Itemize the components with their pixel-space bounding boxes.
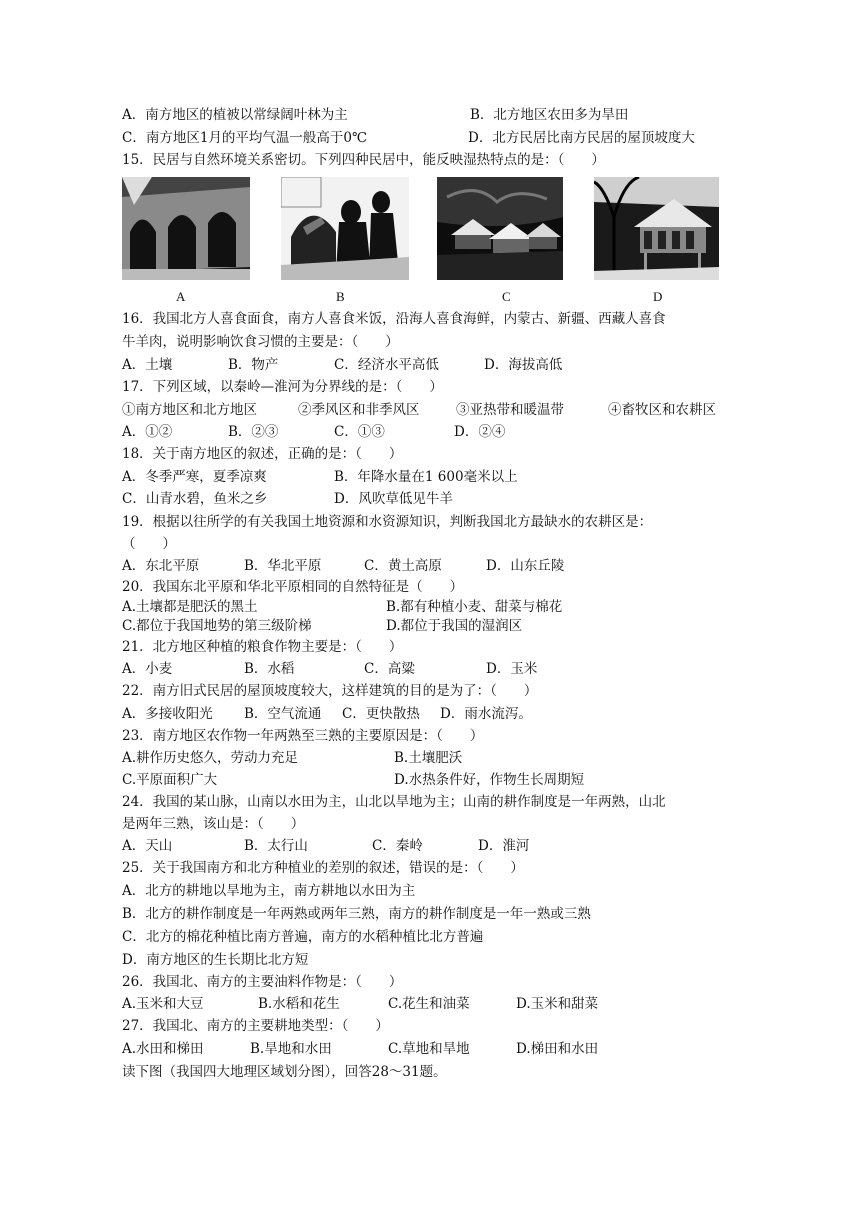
q27-option-c: C.草地和旱地 — [388, 1041, 470, 1057]
q19-option-c: C．黄土高原 — [364, 558, 442, 574]
q19-option-a: A．东北平原 — [122, 558, 200, 574]
q18-option-b: B．年降水量在1 600毫米以上 — [334, 469, 518, 485]
q25-option-b: B．北方的耕作制度是一年两熟或两年三熟，南方的耕作制度是一年一熟或三熟 — [122, 906, 591, 922]
q25-option-d: D．南方地区的生长期比北方短 — [122, 952, 309, 968]
q16-option-b: B．物产 — [228, 357, 279, 373]
q17-item-3: ③亚热带和暖温带 — [456, 402, 564, 418]
q20-option-b: B.都有种植小麦、甜菜与棉花 — [386, 599, 563, 615]
q17-item-4: ④畜牧区和农耕区 — [608, 402, 716, 418]
q20-option-c: C.都位于我国地势的第三级阶梯 — [122, 618, 312, 634]
q20-option-d: D.都位于我国的湿润区 — [386, 618, 523, 634]
q21-option-c: C．高粱 — [364, 661, 415, 677]
q17-item-1: ①南方地区和北方地区 — [122, 402, 257, 418]
q16-stem-line-1: 16．我国北方人喜食面食，南方人喜食米饭，沿海人喜食海鲜，内蒙古、新疆、西藏人喜食 — [122, 311, 666, 327]
q27-option-a: A.水田和梯田 — [122, 1041, 204, 1057]
q24-option-c: C．秦岭 — [372, 838, 423, 854]
photo-caption-a: A — [176, 289, 186, 304]
q17-option-b: B．②③ — [228, 424, 279, 440]
q22-option-c: C．更快散热 — [342, 706, 420, 722]
q23-option-b: B.土壤肥沃 — [394, 750, 463, 766]
q23-option-a: A.耕作历史悠久，劳动力充足 — [122, 750, 299, 766]
q22-option-a: A．多接收阳光 — [122, 706, 213, 722]
q26-option-b: B.水稻和花生 — [258, 996, 340, 1012]
q27-option-d: D.梯田和水田 — [516, 1041, 599, 1057]
q16-option-a: A．土壤 — [122, 357, 173, 373]
q24-option-a: A．天山 — [122, 838, 173, 854]
q27-option-b: B.旱地和水田 — [250, 1041, 332, 1057]
q23-stem: 23．南方地区农作物一年两熟至三熟的主要原因是：（ ） — [122, 728, 484, 744]
q26-option-a: A.玉米和大豆 — [122, 996, 204, 1012]
q19-option-b: B．华北平原 — [244, 558, 322, 574]
q24-option-d: D．淮河 — [478, 838, 530, 854]
q23-option-c: C.平原面积广大 — [122, 772, 218, 788]
q26-stem: 26．我国北、南方的主要油料作物是：（ ） — [122, 974, 403, 990]
q15-stem: 15．民居与自然环境关系密切。下列四种民居中，能反映湿热特点的是：（ ） — [122, 152, 605, 168]
q21-option-b: B．水稻 — [244, 661, 295, 677]
q17-option-a: A．①② — [122, 424, 173, 440]
q16-option-c: C．经济水平高低 — [334, 357, 439, 373]
q14-option-a: A．南方地区的植被以常绿阔叶林为主 — [122, 107, 348, 123]
photo-a-arched-house — [122, 177, 250, 280]
q17-option-d: D．②④ — [454, 424, 506, 440]
q27-stem: 27．我国北、南方的主要耕地类型：（ ） — [122, 1018, 389, 1034]
q25-option-a: A．北方的耕地以旱地为主，南方耕地以水田为主 — [122, 883, 416, 899]
q14-option-d: D．北方民居比南方民居的屋顶坡度大 — [468, 130, 695, 146]
q21-option-d: D．玉米 — [486, 661, 538, 677]
q18-option-a: A．冬季严寒，夏季凉爽 — [122, 469, 267, 485]
q26-option-d: D.玉米和甜菜 — [516, 996, 599, 1012]
q14-option-b: B．北方地区农田多为旱田 — [470, 107, 629, 123]
q22-option-d: D．雨水流泻。 — [440, 706, 532, 722]
q22-stem: 22．南方旧式民居的屋顶坡度较大，这样建筑的目的是为了：（ ） — [122, 683, 538, 699]
q18-option-c: C．山青水碧，鱼米之乡 — [122, 491, 268, 507]
q20-option-a: A.土壤都是肥沃的黑土 — [122, 599, 258, 615]
q17-option-c: C．①③ — [334, 424, 385, 440]
q25-option-c: C．北方的棉花种植比南方普遍，南方的水稻种植比北方普遍 — [122, 929, 484, 945]
q14-option-c: C．南方地区1月的平均气温一般高于0℃ — [122, 130, 368, 146]
photo-caption-c: C — [502, 289, 511, 304]
q16-stem-line-2: 牛羊肉，说明影响饮食习惯的主要是：（ ） — [122, 334, 399, 350]
photo-c-round-huts — [437, 177, 563, 280]
photo-d-stilt-house — [594, 177, 719, 280]
q24-stem-line-1: 24．我国的某山脉，山南以水田为主，山北以旱地为主；山南的耕作制度是一年两熟，山北 — [122, 794, 666, 810]
figure-instruction: 读下图（我国四大地理区域划分图），回答28～31题。 — [122, 1064, 447, 1080]
photo-b-yurt-people — [281, 177, 409, 280]
q17-stem: 17．下列区域，以秦岭—淮河为分界线的是：（ ） — [122, 379, 443, 395]
q17-item-2: ②季风区和非季风区 — [298, 402, 420, 418]
q24-stem-line-2: 是两年三熟，该山是：（ ） — [122, 816, 305, 832]
q22-option-b: B．空气流通 — [244, 706, 322, 722]
q21-stem: 21．北方地区种植的粮食作物主要是：（ ） — [122, 639, 403, 655]
q19-stem-line-1: 19．根据以往所学的有关我国土地资源和水资源知识，判断我国北方最缺水的农耕区是： — [122, 514, 653, 530]
q24-option-b: B．太行山 — [244, 838, 308, 854]
q23-option-d: D.水热条件好，作物生长周期短 — [394, 772, 585, 788]
q18-option-d: D．风吹草低见牛羊 — [334, 491, 453, 507]
photo-caption-b: B — [336, 289, 345, 304]
q26-option-c: C.花生和油菜 — [388, 996, 470, 1012]
q16-option-d: D．海拔高低 — [484, 357, 563, 373]
q18-stem: 18．关于南方地区的叙述，正确的是：（ ） — [122, 446, 403, 462]
photo-caption-d: D — [653, 289, 663, 304]
q25-stem: 25．关于我国南方和北方种植业的差别的叙述，错误的是：（ ） — [122, 860, 524, 876]
q21-option-a: A．小麦 — [122, 661, 173, 677]
q20-stem: 20．我国东北平原和华北平原相同的自然特征是（ ） — [122, 579, 464, 595]
q19-option-d: D．山东丘陵 — [486, 558, 565, 574]
q19-stem-line-2: （ ） — [122, 536, 176, 552]
